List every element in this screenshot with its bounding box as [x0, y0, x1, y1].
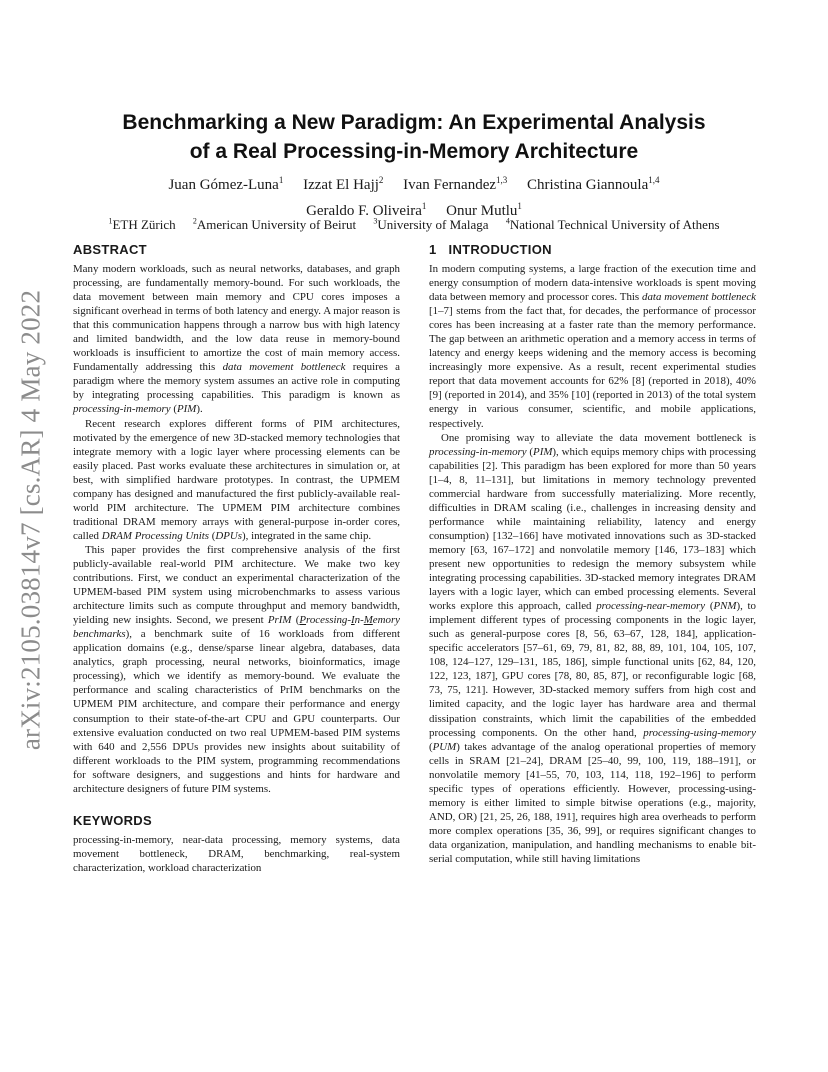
keywords-text: processing-in-memory, near-data processing, memory systems, data movement bottleneck, DRAM, benchmarking, real-system characterization, workload characterization: [73, 833, 400, 874]
abstract-paragraph-3: This paper provides the first comprehensive analysis of the first publicly-available real-world PIM architecture. We make two key contributions. First, we conduct an experimental characterization of the UPMEM-based PIM system using microbenchmarks to assess various architecture limits such as compute throughput and memory bandwidth, yielding new insights. Second, we present PrIM (Processing-In-Memory benchmarks), a benchmark suite of 16 workloads from different application domains (e.g., dense/sparse linear algebra, databases, data analytics, graph processing, neural networks, bioinformatics, image processing), which we identify as memory-bound. We evaluate the performance and scaling characteristics of PrIM benchmarks on the UPMEM PIM architecture, and compare their performance and energy consumption to their state-of-the-art CPU and GPU counterparts. Our extensive evaluation conducted on two real UPMEM-based PIM systems with 640 and 2,556 DPUs provides new insights about suitability of different workloads to the PIM system, programming recommendations for software designers, and suggestions and hints for hardware and architecture designers of future PIM systems.: [73, 543, 401, 795]
affiliation-list: [60, 213, 768, 234]
affiliation: $^2$American University of Beirut: [192, 217, 357, 233]
paper-title: [60, 108, 768, 166]
abstract-paragraph-2: Recent research explores different forms of PIM architectures, motivated by the emergence of new 3D-stacked memory technologies that integrate memory with a logic layer where processing elements can be easily placed. Past works evaluate these architectures in simulation or, at best, with simplified hardware prototypes. In contrast, the UPMEM company has designed and manufactured the first publicly-available real-world PIM architecture. The UPMEM PIM architecture combines traditional DRAM memory arrays with general-purpose in-order cores, called DRAM Processing Units (DPUs), integrated in the same chip.: [73, 417, 400, 542]
affiliation: $^3$University of Malaga: [373, 217, 489, 233]
affiliation: $^4$National Technical University of Athens: [505, 217, 720, 233]
affiliation: $^1$ETH Zürich: [108, 217, 176, 233]
arxiv-identifier: arXiv:2105.03814v7 [cs.AR] 4 May 2022: [15, 289, 46, 751]
introduction-heading: 1 INTRODUCTION: [429, 242, 552, 257]
paper-title-line-2: of a Real Processing-in-Memory Architecture: [189, 140, 639, 163]
author: Ivan Fernandez$^{1,3}$: [403, 175, 508, 193]
right-column: [429, 241, 756, 866]
abstract-paragraph-1: Many modern workloads, such as neural networks, databases, and graph processing, are fundamentally memory-bound. For such workloads, the data movement between main memory and CPU cores imposes a significant overhead in terms of both latency and energy. A major reason is that this communication happens through a narrow bus with high latency and limited bandwidth, and the low data reuse in memory-bound workloads is insufficient to amortize the cost of main memory access. Fundamentally addressing this data movement bottleneck requires a paradigm where the memory system assumes an active role in computing by integrating processing capabilities. This paradigm is known as processing-in-memory (PIM).: [73, 263, 400, 416]
author: Izzat El Hajj$^2$: [303, 175, 384, 193]
arxiv-identifier-sidebar: [6, 270, 56, 770]
author: Juan Gómez-Luna$^1$: [168, 175, 284, 193]
author: Geraldo F. Oliveira$^1$: [306, 201, 427, 219]
introduction-paragraph-1: In modern computing systems, a large fraction of the execution time and energy consumption of modern data-intensive workloads is spent moving data between memory and processor cores. This data movement bottleneck [1–7] stems from the fact that, for decades, the performance of processor cores has been increasing at a faster rate than the memory performance. The gap between an arithmetic operation and a memory access in terms of latency and energy keeps widening and the memory access is becoming increasingly more expensive. As a result, recent experimental studies report that data movement accounts for 62% [8] (reported in 2018), 40% [9] (reported in 2014), and 35% [10] (reported in 2013) of the total system energy in various consumer, scientific, and mobile applications, respectively.: [429, 263, 756, 430]
keywords-heading: KEYWORDS: [73, 812, 152, 828]
left-column: [73, 241, 400, 875]
author: Christina Giannoula$^{1,4}$: [527, 175, 660, 193]
introduction-paragraph-2: One promising way to alleviate the data movement bottleneck is processing-in-memory (PIM), which equips memory chips with processing capabilities [2]. This paradigm has been explored for more than 50 years [1–4, 8, 11–131], but limitations in memory technology prevented commercial hardware from successfully materializing. More recently, difficulties in DRAM scaling (i.e., challenges in increasing density and performance while maintaining reliability, latency and energy consumption) [132–166] have motivated innovations such as 3D-stacked memory [63, 167–172] and nonvolatile memory [146, 173–183] which present new opportunities to redesign the memory subsystem while integrating processing capabilities. 3D-stacked memory integrates DRAM layers with a logic layer, which can embed processing elements. Several works explore this approach, called processing-near-memory (PNM), to implement different types of processing components in the logic layer, such as general-purpose cores [8, 56, 63–67, 128, 184], application-specific accelerators [57–61, 69, 79, 81, 82, 88, 89, 101, 104, 105, 107, 108, 124–127, 129–131, 185, 186], simple functional units [62, 84, 120, 122, 123, 187], GPU cores [78, 80, 85, 87], or reconfigurable logic [68, 73, 75, 121]. However, 3D-stacked memory suffers from high cost and limited capacity, and the logic layer has hardware area and thermal dissipation constraints, which limit the capabilities of the embedded processing components. On the other hand, processing-using-memory (PUM) takes advantage of the analog operational properties of memory cells in SRAM [21–24], DRAM [25–40, 99, 100, 119, 188–191], or nonvolatile memory [41–55, 70, 103, 114, 118, 192–196] to perform specific types of operations efficiently. However, processing-using-memory is either limited to simple bitwise operations (e.g., majority, AND, OR) [21, 25, 26, 188, 191], requires high area overheads to perform more complex operations [35, 36, 99], or requires significant changes to data organization, manipulation, and handling mechanisms to enable bit-serial computation, while still having limitations: [429, 431, 756, 865]
abstract-heading: ABSTRACT: [73, 242, 147, 257]
author: Onur Mutlu$^1$: [446, 201, 522, 219]
author-line-1: [60, 170, 768, 196]
paper-title-line-1: Benchmarking a New Paradigm: An Experimental Analysis: [122, 111, 706, 134]
